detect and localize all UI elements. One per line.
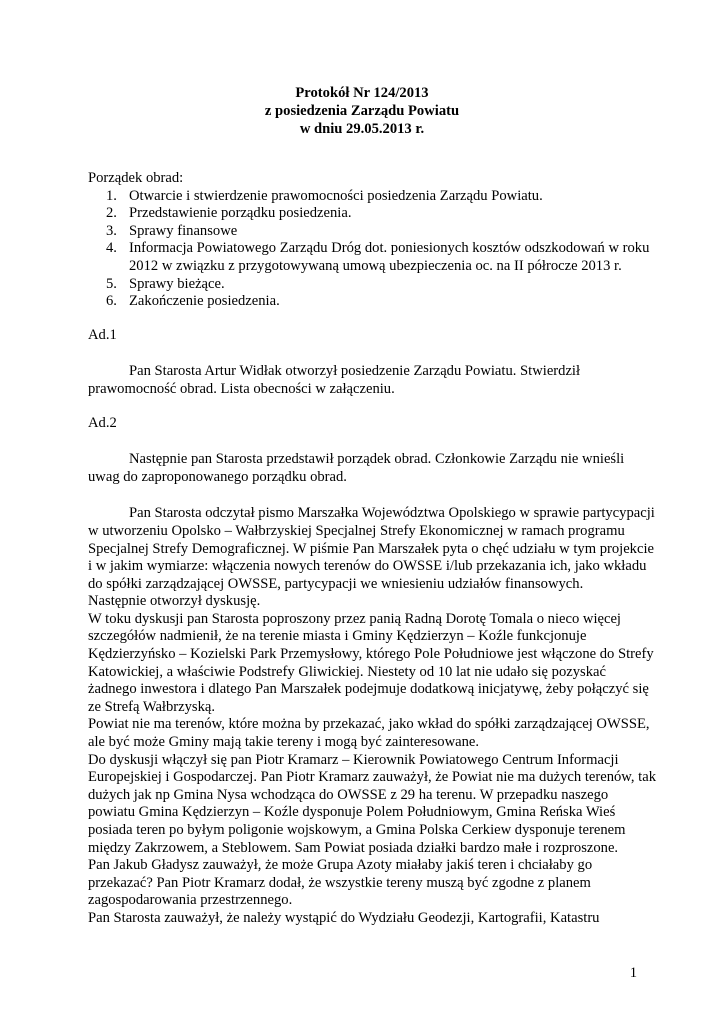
ad2-paragraph-1: Następnie pan Starosta przedstawił porządek obrad. Członkowie Zarządu nie wnieśli uwag do zaproponowanego porządku obrad. xyxy=(88,451,625,485)
document-title xyxy=(0,84,724,138)
ad1-heading: Ad.1 xyxy=(88,326,117,343)
ad2-paragraph-4: W toku dyskusji pan Starosta poproszony przez panią Radną Dorotę Tomala o nieco więcej szczegółów nadmienił, że na terenie miasta i Gminy Kędzierzyn – Koźle funkcjonuje Kędzierzyńsko – Kozielski Park Przemysłowy, którego Pole Południowe jest włączone do Strefy Katowickiej, a właściwie Podstrefy Gliwickiej. Niestety od 10 lat nie udało się pozyskać żadnego inwestora i dlatego Pan Marszałek podejmuje dodatkową inicjatywę, żeby połączyć się ze Strefą Wałbrzyską. xyxy=(88,610,654,715)
title-line-1: Protokół Nr 124/2013 xyxy=(295,85,429,101)
ad2-paragraph-3: Następnie otworzył dyskusję. xyxy=(88,593,261,610)
agenda-item xyxy=(88,205,658,223)
ad2-paragraph-6: Do dyskusji włączył się pan Piotr Kramarz – Kierownik Powiatowego Centrum Informacji Europejskiej i Gospodarczej. Pan Piotr Kramarz zauważył, że Powiat nie ma dużych terenów, tak dużych jak np Gmina Nysa wchodząca do OWSSE z 29 ha terenu. W przepadku naszego powiatu Gmina Kędzierzyn – Koźle dysponuje Polem Południowym, Gmina Reńska Wieś posiada teren po byłym poligonie wojskowym, a Gmina Polska Cerkiew dysponuje terenem między Zakrzowem, a Steblowem. Sam Powiat posiada działki bardzo małe i rozproszone. xyxy=(88,751,657,856)
ad2-paragraph-8: Pan Starosta zauważył, że należy wystąpić do Wydziału Geodezji, Kartografii, Katastru xyxy=(88,909,600,926)
agenda-item xyxy=(88,223,658,241)
agenda-item xyxy=(88,293,658,311)
agenda-heading: Porządek obrad: xyxy=(88,170,184,186)
agenda-item xyxy=(88,276,658,294)
agenda-item-number: 6. xyxy=(106,293,117,310)
agenda-item-number: 3. xyxy=(106,222,117,239)
ad2-paragraph-7: Pan Jakub Gładysz zauważył, że może Grupa Azoty miałaby jakiś teren i chciałaby go przekazać? Pan Piotr Kramarz dodał, że wszystkie tereny muszą być zgodne z planem zagospodarowania przestrzennego. xyxy=(88,857,593,909)
agenda-item-text: Otwarcie i stwierdzenie prawomocności posiedzenia Zarządu Powiatu. xyxy=(129,187,543,204)
ad2-paragraph-5: Powiat nie ma terenów, które można by przekazać, jako wkład do spółki zarządzającej OWSSE, ale być może Gminy mają takie tereny i mogą być zainteresowane. xyxy=(88,716,650,751)
agenda-item xyxy=(88,240,658,275)
ad1-paragraph: Pan Starosta Artur Widłak otworzył posiedzenie Zarządu Powiatu. Stwierdził prawomocność obrad. Lista obecności w załączeniu. xyxy=(88,363,581,397)
title-line-2: z posiedzenia Zarządu Powiatu xyxy=(264,103,460,119)
agenda-list xyxy=(88,188,658,311)
agenda-item-text: Sprawy bieżące. xyxy=(129,275,225,292)
agenda-item-text: Zakończenie posiedzenia. xyxy=(129,293,280,310)
ad2-heading: Ad.2 xyxy=(88,414,117,431)
agenda-item-text: Sprawy finansowe xyxy=(129,222,238,239)
agenda-item-text: Przedstawienie porządku posiedzenia. xyxy=(129,205,352,222)
page-number: 1 xyxy=(629,965,637,981)
agenda-item-number: 2. xyxy=(106,205,117,222)
agenda-item xyxy=(88,188,658,206)
agenda-item-number: 5. xyxy=(106,275,117,292)
document-body xyxy=(88,170,658,928)
agenda-item-text: Informacja Powiatowego Zarządu Dróg dot. poniesionych kosztów odszkodowań w roku 2012 w związku z przygotowywaną umową ubezpieczenia oc. na II półrocze 2013 r. xyxy=(129,240,650,274)
agenda-item-number: 1. xyxy=(106,187,117,204)
agenda-item-number: 4. xyxy=(106,240,117,257)
title-line-3: w dniu 29.05.2013 r. xyxy=(299,121,425,137)
ad2-paragraph-2: Pan Starosta odczytał pismo Marszałka Województwa Opolskiego w sprawie partycypacji w utworzeniu Opolsko – Wałbrzyskiej Specjalnej Strefy Ekonomicznej w ramach programu Specjalnej Strefy Demograficznej. W piśmie Pan Marszałek pyta o chęć udziału w tym projekcie i w jakim wymiarze: włączenia nowych terenów do OWSSE i/lub przekazania ich, jako wkładu do spółki zarządzającej OWSSE, partycypacji we wniesieniu udziałów finansowych. xyxy=(88,505,655,592)
